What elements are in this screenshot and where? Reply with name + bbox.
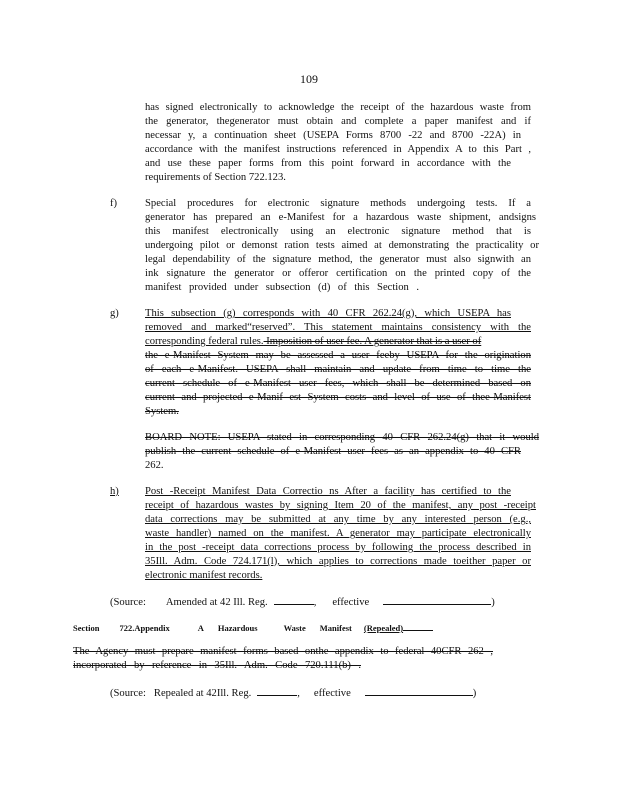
inserted-line: in the post -receipt data corrections process by following the process described in (145, 542, 531, 553)
text-line: undergoing pilot or demonst ration tests aimed at demonstrating the practicality or (145, 240, 539, 251)
source-close: ) (472, 688, 477, 699)
inserted-line: waste handler) named on the manifest. A generator may participate electronically (145, 528, 531, 539)
heading-number: 722.Appendix (119, 623, 170, 633)
blank-line (403, 620, 433, 631)
text-line: requirements of Section 722.123. (145, 172, 286, 183)
inserted-line: data corrections may be submitted at any time by any interested person (e.g., (145, 514, 531, 525)
inserted-line: Post -Receipt Manifest Data Correctio ns After a facility has certified to the (145, 486, 511, 497)
deleted-line: System. (145, 406, 179, 417)
source-close: ) (491, 597, 495, 608)
source-note-amended: (Source: Amended at 42 Ill. Reg. , effective ) (110, 594, 495, 610)
deleted-line: publish the current schedule of e-Manifest user fees as an appendix to 40 CFR (145, 446, 521, 457)
source-note-repealed: (Source: Repealed at 42Ill. Reg. , effective ) (110, 685, 476, 701)
text-line: and use these paper forms from this point forward in accordance with the (145, 158, 511, 169)
text-line: legal dependability of the signature method, the generator must also signwith an (145, 254, 531, 265)
text-line: necessar y, a continuation sheet (USEPA Forms 8700 -22 and 8700 -22A) in (145, 130, 521, 141)
text-line: generator has prepared an e-Manifest for a hazardous waste shipment, andsigns (145, 212, 536, 223)
paragraph-marker: g) (110, 308, 119, 319)
paragraph-marker: h) (110, 486, 119, 497)
blank-line (383, 594, 491, 605)
paragraph-marker: f) (110, 198, 118, 209)
heading-status: (Repealed) (363, 623, 404, 633)
heading-section: Section (73, 623, 100, 633)
text-line: this manifest electronically using an electronic signature method that is (145, 226, 531, 237)
text-line: accordance with the manifest instructions referenced in Appendix A to this Part , (145, 144, 531, 155)
deleted-line: The Agency must prepare manifest forms based onthe appendix to federal 40CFR 262 , (73, 646, 493, 657)
text-line: ink signature the generator or offeror certification on the printed copy of the (145, 268, 531, 279)
inserted-text: corresponding federal rules. (145, 336, 264, 347)
text-line: manifest provided under subsection (d) of this Section . (145, 282, 419, 293)
mixed-line (145, 335, 531, 349)
inserted-line: receipt of hazardous wastes by signing Item 20 of the manifest, any post -receipt (145, 500, 536, 511)
inserted-line: removed and marked“reserved”. This statement maintains consistency with the (145, 322, 531, 333)
deleted-line: the e-Manifest System may be assessed a user feeby USEPA for the origination (145, 350, 531, 361)
source-effective: effective (313, 688, 351, 699)
heading-word: Hazardous (217, 623, 258, 633)
heading-word: Manifest (319, 623, 352, 633)
blank-line (274, 594, 314, 605)
inserted-line: 35Ill. Adm. Code 724.171(l), which applies to corrections made toeither paper or (145, 556, 531, 567)
source-status: Repealed at 42Ill. Reg. (153, 688, 252, 699)
text-line: the generator, thegenerator must obtain and complete a paper manifest and if (145, 116, 531, 127)
source-label: (Source: (110, 597, 146, 608)
deleted-line: incorporated by reference in 35Ill. Adm. Code 720.111(b) . (73, 660, 361, 671)
text-line: Special procedures for electronic signature methods undergoing tests. If a (145, 198, 531, 209)
page-number: 109 (300, 72, 318, 86)
deleted-text: Imposition of user fee. A generator that is a user of (263, 336, 482, 347)
deleted-line: current and projected e-Manif est System costs and level of use of thee-Manifest (145, 392, 531, 403)
text-line: 262. (145, 460, 164, 471)
text-line: has signed electronically to acknowledge the receipt of the hazardous waste from (145, 102, 531, 113)
inserted-line: electronic manifest records. (145, 570, 263, 581)
source-status: Amended at 42 Ill. Reg. (165, 597, 268, 608)
deleted-line: of each e-Manifest. USEPA shall maintain and update from time to time the (145, 364, 531, 375)
deleted-line: current schedule of e-Manifest user fees, which shall be determined based on (145, 378, 531, 389)
inserted-line: This subsection (g) corresponds with 40 CFR 262.24(g), which USEPA has (145, 308, 511, 319)
heading-word: Waste (283, 623, 306, 633)
blank-line (365, 685, 473, 696)
source-effective: effective (332, 597, 370, 608)
heading-letter: A (197, 623, 204, 633)
source-label: (Source: (110, 688, 146, 699)
deleted-line: BOARD NOTE: USEPA stated in corresponding 40 CFR 262.24(g) that it would (145, 432, 539, 443)
section-heading (73, 620, 433, 636)
blank-line (257, 685, 297, 696)
